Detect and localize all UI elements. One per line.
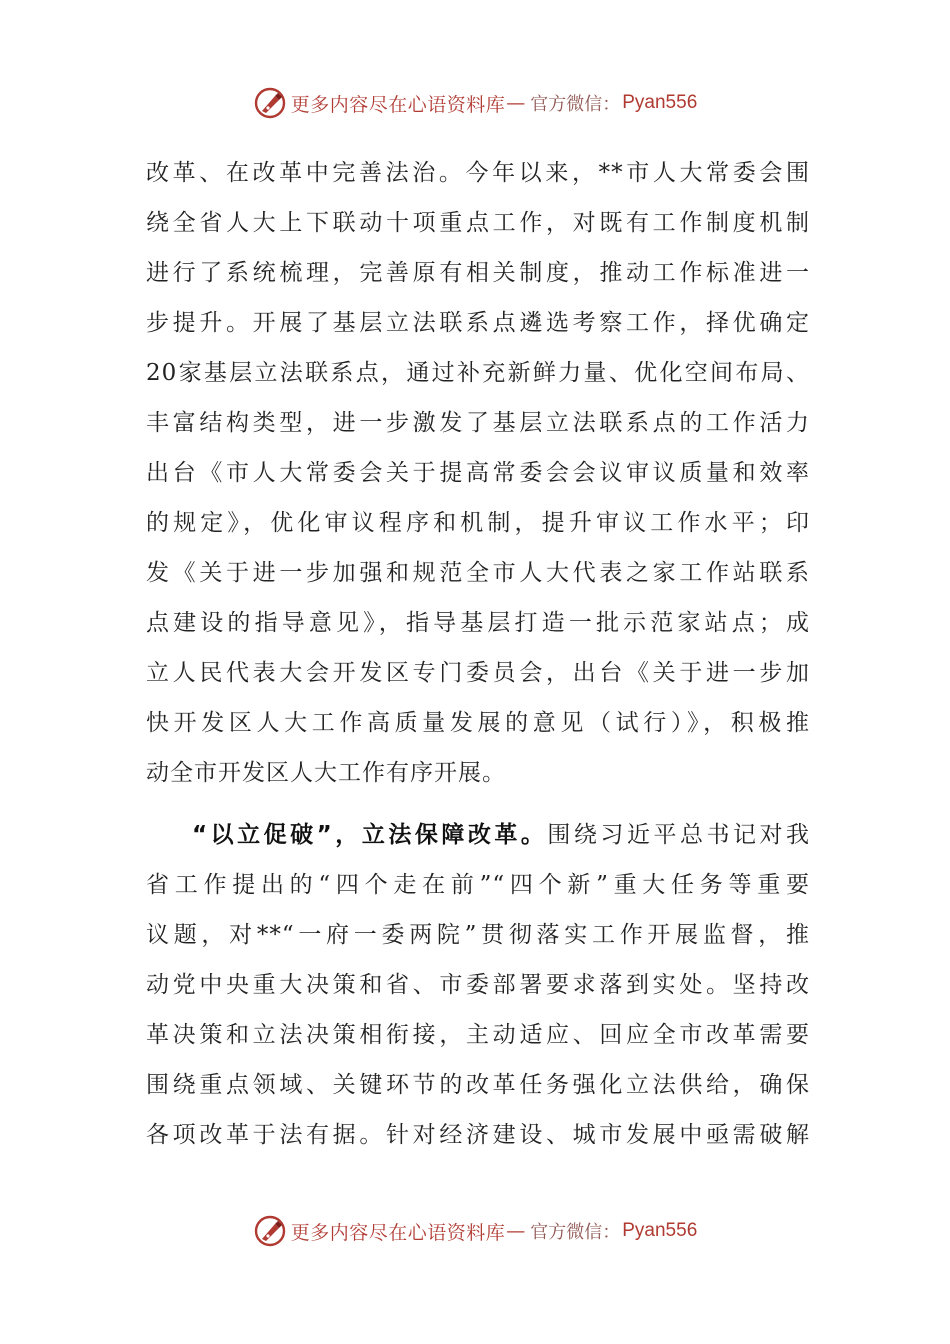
paragraph-2 bbox=[146, 810, 810, 1160]
banner-wechat-label: 官方微信： bbox=[530, 1222, 621, 1243]
text-line: 革决策和立法决策相衔接，主动适应、回应全市改革需要 bbox=[146, 1022, 810, 1048]
text-line: 出台《市人大常委会关于提高常委会会议审议质量和效率 bbox=[146, 460, 810, 486]
paragraph-heading: “以立促破”，立法保障改革。 bbox=[192, 822, 548, 848]
text-line: 的规定》，优化审议程序和机制，提升审议工作水平；印 bbox=[146, 510, 810, 536]
banner-text: 更多内容尽在心语资料库 bbox=[290, 93, 506, 116]
banner-text: 更多内容尽在心语资料库 bbox=[290, 1221, 506, 1244]
banner-separator: — bbox=[506, 92, 526, 114]
text-line: 丰富结构类型，进一步激发了基层立法联系点的工作活力 bbox=[146, 410, 810, 436]
text-line: 20家基层立法联系点，通过补充新鲜力量、优化空间布局、 bbox=[146, 360, 810, 386]
footer-banner bbox=[0, 1211, 950, 1251]
banner-wechat-id: Pyan556 bbox=[622, 92, 698, 113]
text-line: 省工作提出的“四个走在前”“四个新”重大任务等重要 bbox=[146, 872, 810, 898]
text-line: 各项改革于法有据。针对经济建设、城市发展中亟需破解 bbox=[146, 1122, 810, 1148]
pen-nib-logo-icon bbox=[253, 86, 287, 120]
text-line: 快开发区人大工作高质量发展的意见（试行）》，积极推 bbox=[146, 710, 810, 736]
text-line: 立人民代表大会开发区专门委员会，出台《关于进一步加 bbox=[146, 660, 810, 686]
heading-line-rest: 围绕习近平总书记对我 bbox=[547, 822, 811, 848]
text-line: 动全市开发区人大工作有序开展。 bbox=[146, 760, 506, 786]
document-body bbox=[146, 148, 810, 1160]
header-banner bbox=[0, 83, 950, 123]
text-line: 围绕重点领域、关键环节的改革任务强化立法供给，确保 bbox=[146, 1072, 810, 1098]
text-line: 点建设的指导意见》，指导基层打造一批示范家站点；成 bbox=[146, 610, 810, 636]
text-line: 动党中央重大决策和省、市委部署要求落到实处。坚持改 bbox=[146, 972, 810, 998]
text-line: 发《关于进一步加强和规范全市人大代表之家工作站联系 bbox=[146, 560, 810, 586]
text-line: 进行了系统梳理，完善原有相关制度，推动工作标准进一 bbox=[146, 260, 810, 286]
pen-nib-logo-icon bbox=[253, 1214, 287, 1248]
text-line: 改革、在改革中完善法治。今年以来，**市人大常委会围 bbox=[146, 160, 810, 186]
paragraph-1 bbox=[146, 148, 810, 798]
text-line: 议题，对**“一府一委两院”贯彻落实工作开展监督，推 bbox=[146, 922, 810, 948]
text-line: 步提升。开展了基层立法联系点遴选考察工作，择优确定 bbox=[146, 310, 810, 336]
banner-wechat-id: Pyan556 bbox=[622, 1220, 698, 1241]
banner-wechat-label: 官方微信： bbox=[530, 94, 621, 115]
paragraph-heading-line bbox=[146, 810, 810, 860]
text-line: 绕全省人大上下联动十项重点工作，对既有工作制度机制 bbox=[146, 210, 810, 236]
banner-separator: — bbox=[506, 1220, 526, 1242]
